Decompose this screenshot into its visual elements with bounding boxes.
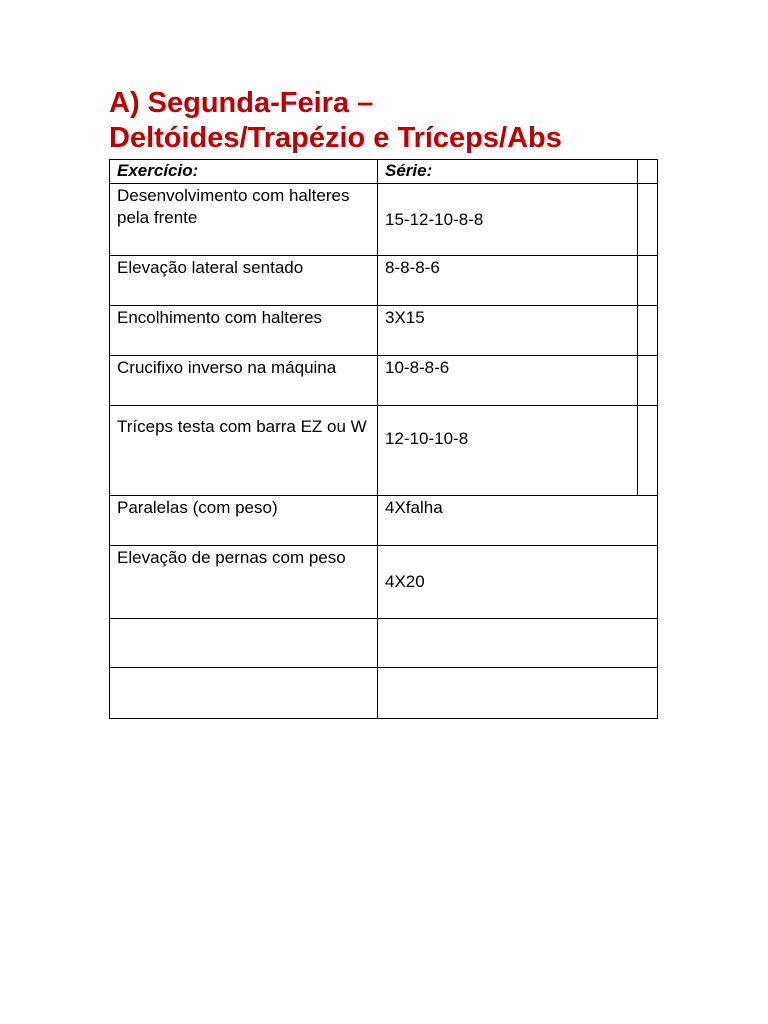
narrow-cell: [638, 184, 658, 256]
exercise-cell: Elevação lateral sentado: [110, 256, 378, 306]
narrow-cell: [638, 306, 658, 356]
series-cell: 4Xfalha: [378, 496, 658, 546]
series-cell: 3X15: [378, 306, 638, 356]
exercise-cell: Encolhimento com halteres: [110, 306, 378, 356]
series-cell: 4X20: [378, 546, 658, 619]
table-row: [110, 256, 658, 306]
table-row: [110, 546, 658, 619]
series-cell: [378, 668, 658, 719]
table-row: [110, 184, 658, 256]
series-cell: 10-8-8-6: [378, 356, 638, 406]
narrow-cell: [638, 406, 658, 496]
exercise-cell: [110, 619, 378, 668]
title-line-muscles: Deltóides/Trapézio e Tríceps/Abs: [109, 122, 562, 154]
page-title: [109, 86, 562, 156]
narrow-cell: [638, 160, 658, 184]
table-row: [110, 306, 658, 356]
table-header-row: [110, 160, 658, 184]
exercise-cell: Tríceps testa com barra EZ ou W: [110, 406, 378, 496]
series-cell: 15-12-10-8-8: [378, 184, 638, 256]
exercise-cell: Crucifixo inverso na máquina: [110, 356, 378, 406]
header-series: Série:: [378, 160, 638, 184]
exercise-cell: Desenvolvimento com halteres pela frente: [110, 184, 378, 256]
narrow-cell: [638, 356, 658, 406]
series-cell: [378, 619, 658, 668]
table-row: [110, 619, 658, 668]
table-row: [110, 496, 658, 546]
table-row: [110, 406, 658, 496]
series-cell: 8-8-8-6: [378, 256, 638, 306]
header-exercise: Exercício:: [110, 160, 378, 184]
exercise-cell: Paralelas (com peso): [110, 496, 378, 546]
series-cell: 12-10-10-8: [378, 406, 638, 496]
title-line-day: A) Segunda-Feira –: [109, 87, 374, 119]
workout-table: [109, 159, 658, 719]
table-row: [110, 356, 658, 406]
narrow-cell: [638, 256, 658, 306]
table-row: [110, 668, 658, 719]
exercise-cell: Elevação de pernas com peso: [110, 546, 378, 619]
exercise-cell: [110, 668, 378, 719]
